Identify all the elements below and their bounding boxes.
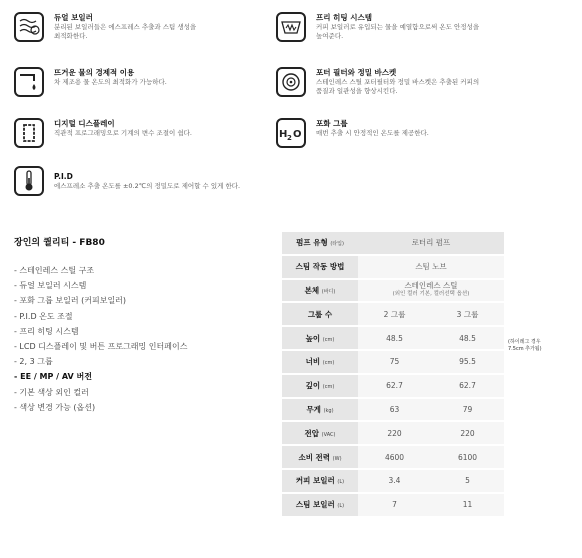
note-line: (하이레그 경우 bbox=[508, 339, 541, 345]
row-unit: (바디) bbox=[321, 288, 336, 295]
list-item: - 프리 히팅 시스템 bbox=[14, 326, 79, 336]
row-label: 스팀 보일러 bbox=[295, 500, 335, 510]
row-label: 본체 bbox=[304, 285, 320, 295]
table-row bbox=[282, 279, 504, 303]
faucet-icon bbox=[14, 67, 44, 97]
row-label: 스팀 작동 방법 bbox=[282, 255, 358, 279]
feature-dual-boiler bbox=[14, 12, 196, 42]
feature-desc: 최적화한다. bbox=[54, 32, 88, 40]
feature-porta-filter bbox=[276, 67, 479, 97]
list-item: - LCD 디스플레이 및 버튼 프로그래밍 인터페이스 bbox=[14, 342, 188, 352]
row-value: 79 bbox=[431, 398, 504, 422]
feature-title: P.I.D bbox=[54, 172, 73, 181]
row-label: 깊이 bbox=[305, 381, 321, 391]
row-unit: (cm) bbox=[322, 360, 335, 367]
feature-desc: 품질과 일관성을 향상시킨다. bbox=[316, 87, 398, 95]
row-unit: (타입) bbox=[330, 241, 344, 248]
row-value: 5 bbox=[431, 469, 504, 493]
feature-title: 디지털 디스플레이 bbox=[54, 119, 115, 128]
row-unit: (VAC) bbox=[321, 431, 336, 438]
row-label: 무게 bbox=[306, 404, 321, 414]
row-value: 스테인레스 스틸 bbox=[404, 281, 458, 291]
thermometer-icon bbox=[14, 166, 44, 196]
feature-title: 뜨거운 물의 경제적 이용 bbox=[54, 68, 135, 77]
feature-desc: 직관적 프로그래밍으로 기계의 변수 조절이 쉽다. bbox=[54, 129, 192, 137]
row-subvalue: (외인 컬러 기본, 컬러선택 옵션) bbox=[392, 291, 470, 298]
table-row bbox=[282, 350, 504, 374]
table-row bbox=[282, 232, 504, 255]
table-row bbox=[282, 445, 504, 469]
feature-title: 포터 필터와 정밀 바스켓 bbox=[316, 68, 397, 77]
row-label: 펌프 유형 bbox=[296, 238, 328, 248]
spec-table bbox=[282, 232, 504, 518]
feature-digital-display bbox=[14, 118, 192, 148]
svg-text:O: O bbox=[293, 129, 302, 140]
feature-hot-water bbox=[14, 67, 167, 97]
row-label: 전압 bbox=[304, 428, 320, 438]
feature-saturated-group bbox=[276, 118, 429, 148]
table-row bbox=[282, 469, 504, 493]
table-row bbox=[282, 326, 504, 350]
feature-desc: 높여준다. bbox=[316, 32, 344, 40]
pump-filter-icon bbox=[276, 67, 306, 97]
table-row bbox=[282, 255, 504, 279]
row-value: 6100 bbox=[431, 445, 504, 469]
feature-preheat bbox=[276, 12, 479, 42]
row-label: 높이 bbox=[305, 333, 321, 343]
feature-title: 프리 히팅 시스템 bbox=[316, 13, 372, 22]
spec-list bbox=[14, 263, 187, 415]
row-value: 75 bbox=[358, 350, 431, 374]
row-value: 스팀 노브 bbox=[358, 255, 504, 279]
row-value: 48.5 bbox=[431, 326, 504, 350]
preheat-system-icon bbox=[276, 12, 306, 42]
row-unit: (cm) bbox=[322, 384, 335, 391]
dual-boiler-icon bbox=[14, 12, 44, 42]
row-value: 220 bbox=[358, 421, 431, 445]
row-label: 너비 bbox=[305, 357, 321, 367]
section-title: 장인의 퀄리티 - FB80 bbox=[14, 238, 105, 248]
table-row bbox=[282, 398, 504, 422]
svg-text:H: H bbox=[279, 129, 288, 140]
table-row bbox=[282, 302, 504, 326]
row-value: 62.7 bbox=[358, 374, 431, 398]
row-unit: (kg) bbox=[323, 407, 334, 414]
feature-desc: 커피 보일러로 유입되는 물을 예열함으로써 온도 안정성을 bbox=[316, 23, 480, 31]
row-value: 220 bbox=[431, 421, 504, 445]
list-item: - P.I.D 온도 조절 bbox=[14, 311, 73, 321]
row-value: 63 bbox=[358, 398, 431, 422]
row-unit: (L) bbox=[337, 503, 345, 510]
list-item: - 색상 변경 가능 (옵션) bbox=[14, 402, 96, 412]
row-value: 95.5 bbox=[431, 350, 504, 374]
row-unit: (W) bbox=[332, 455, 342, 462]
digital-display-icon bbox=[14, 118, 44, 148]
row-value: 7 bbox=[358, 493, 431, 517]
feature-desc: 차 제조용 물 온도의 최적화가 가능하다. bbox=[54, 78, 167, 86]
list-item: - 듀얼 보일러 시스템 bbox=[14, 281, 87, 291]
table-row bbox=[282, 374, 504, 398]
row-unit: (cm) bbox=[322, 336, 335, 343]
row-label: 소비 전력 bbox=[298, 452, 331, 462]
feature-desc: 스테인레스 스틸 포터필터와 정밀 바스켓은 추출된 커피의 bbox=[316, 78, 480, 86]
row-value: 3 그룹 bbox=[431, 302, 504, 326]
feature-title: 듀얼 보일러 bbox=[54, 13, 93, 22]
list-item: - 2, 3 그룹 bbox=[14, 357, 53, 367]
height-note bbox=[508, 339, 542, 352]
table-row bbox=[282, 493, 504, 517]
row-value: 4600 bbox=[358, 445, 431, 469]
svg-text:2: 2 bbox=[287, 134, 292, 142]
row-value: 62.7 bbox=[431, 374, 504, 398]
row-value: 48.5 bbox=[358, 326, 431, 350]
list-item: - 기본 색상 외인 컬러 bbox=[14, 387, 89, 397]
row-value: 로터리 펌프 bbox=[358, 232, 504, 255]
table-row bbox=[282, 421, 504, 445]
note-line: 7.5cm 추가됨) bbox=[508, 345, 542, 352]
feature-desc: 분리된 보일러들은 에스프레스 추출과 스팀 생성을 bbox=[54, 23, 197, 31]
list-item: - 포화 그룹 보일러 (커피보일러) bbox=[14, 296, 127, 306]
feature-pid bbox=[14, 166, 240, 196]
row-label: 커피 보일러 bbox=[295, 476, 335, 486]
row-value: 11 bbox=[431, 493, 504, 517]
row-value: 2 그룹 bbox=[358, 302, 431, 326]
list-item: - 스테인레스 스틸 구조 bbox=[14, 266, 95, 275]
row-value: 3.4 bbox=[358, 469, 431, 493]
feature-title: 포화 그룹 bbox=[316, 119, 348, 128]
row-unit: (L) bbox=[337, 479, 345, 486]
list-item: - EE / MP / AV 버전 bbox=[14, 372, 92, 382]
row-label: 그룹 수 bbox=[307, 309, 333, 319]
h2o-icon bbox=[276, 118, 306, 148]
feature-desc: 에스프레소 추출 온도를 ±0.2℃의 정밀도로 제어할 수 있게 한다. bbox=[54, 182, 241, 190]
feature-desc: 매번 추출 시 안정적인 온도를 제공한다. bbox=[316, 129, 429, 137]
